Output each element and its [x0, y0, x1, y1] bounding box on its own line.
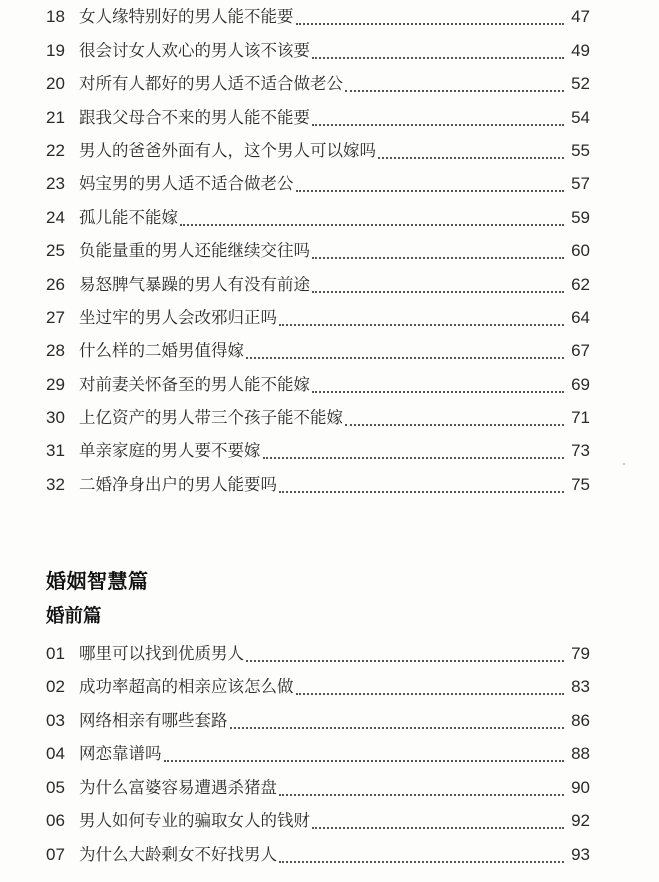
toc-entry-title: 哪里可以找到优质男人 — [79, 643, 244, 663]
toc-entry-page: 49 — [571, 40, 590, 60]
toc-entry-number: 06 — [46, 811, 65, 830]
dot-leader — [164, 737, 565, 770]
scan-speck — [623, 463, 625, 465]
dot-leader — [279, 301, 564, 334]
dot-leader — [312, 368, 564, 401]
toc-entry-page: 79 — [571, 643, 590, 663]
toc-entry — [46, 804, 590, 838]
toc-entry-title: 易怒脾气暴躁的男人有没有前途 — [79, 274, 310, 294]
dot-leader — [246, 637, 564, 670]
toc-entry-title: 妈宝男的男人适不适合做老公 — [79, 174, 294, 194]
toc-entry-page: 92 — [571, 811, 590, 830]
toc-entry-page: 88 — [571, 744, 590, 763]
dot-leader — [312, 804, 564, 837]
toc-entry — [46, 367, 590, 400]
toc-entry — [46, 301, 590, 334]
toc-entry-title: 跟我父母合不来的男人能不能要 — [79, 107, 310, 127]
toc-entry-page: 90 — [571, 777, 590, 797]
dot-leader — [230, 704, 565, 737]
dot-leader — [180, 201, 564, 234]
dot-leader — [296, 0, 565, 33]
toc-entry — [46, 0, 590, 33]
toc-entry-page: 64 — [571, 307, 590, 327]
toc-entry-number: 20 — [46, 74, 65, 94]
section-heading: 婚前篇 — [46, 606, 102, 627]
toc-entry-title: 男人如何专业的骗取女人的钱财 — [79, 811, 310, 830]
toc-entry-title: 二婚净身出户的男人能要吗 — [79, 474, 277, 494]
toc-entry-title: 为什么富婆容易遭遇杀猪盘 — [79, 777, 277, 797]
toc-entry-number: 26 — [46, 274, 65, 294]
toc-entry-number: 24 — [46, 207, 65, 227]
toc-entry-number: 32 — [46, 474, 65, 494]
toc-entry — [46, 737, 590, 771]
toc-entry-number: 28 — [46, 341, 65, 361]
toc-entry-title: 网恋靠谱吗 — [79, 744, 162, 763]
toc-entry-page: 60 — [571, 241, 590, 261]
toc-entry — [46, 670, 590, 704]
toc-entry — [46, 234, 590, 267]
toc-entry-title: 男人的爸爸外面有人，这个男人可以嫁吗 — [79, 140, 376, 160]
toc-entry — [46, 100, 590, 133]
toc-entry — [46, 334, 590, 367]
toc-entry-title: 成功率超高的相亲应该怎么做 — [79, 677, 294, 696]
toc-entry — [46, 770, 590, 804]
dot-leader — [345, 401, 564, 434]
toc-entry-number: 30 — [46, 408, 65, 428]
toc-entry — [46, 134, 590, 167]
toc-entry — [46, 837, 590, 871]
toc-entry-page: 57 — [571, 174, 590, 194]
toc-entry-page: 59 — [571, 207, 590, 227]
toc-entry-page: 67 — [571, 341, 590, 361]
dot-leader — [296, 167, 565, 200]
toc-entry — [46, 467, 590, 500]
toc-entry-page: 69 — [571, 374, 590, 394]
toc-entry — [46, 703, 590, 737]
toc-entry-page: 75 — [571, 474, 590, 494]
toc-entry-page: 86 — [571, 710, 590, 730]
toc-list-top — [46, 0, 590, 501]
toc-entry-page: 83 — [571, 677, 590, 696]
dot-leader — [246, 334, 564, 367]
toc-entry-page: 52 — [571, 74, 590, 94]
toc-entry-number: 02 — [46, 677, 65, 696]
toc-entry-number: 04 — [46, 744, 65, 763]
toc-entry-page: 71 — [571, 408, 590, 428]
toc-entry-title: 单亲家庭的男人要不要嫁 — [79, 441, 261, 461]
toc-list-bottom — [46, 636, 590, 871]
toc-entry — [46, 636, 590, 670]
toc-entry-title: 负能量重的男人还能继续交往吗 — [79, 241, 310, 261]
toc-entry-title: 网络相亲有哪些套路 — [79, 710, 228, 730]
toc-entry-title: 孤儿能不能嫁 — [79, 207, 178, 227]
toc-entry — [46, 401, 590, 434]
dot-leader — [312, 34, 564, 67]
dot-leader — [279, 771, 564, 804]
dot-leader — [279, 468, 564, 501]
toc-entry-title: 对前妻关怀备至的男人能不能嫁 — [79, 374, 310, 394]
toc-entry-number: 19 — [46, 40, 65, 60]
toc-entry-number: 29 — [46, 374, 65, 394]
toc-entry-page: 55 — [571, 140, 590, 160]
toc-entry-page: 93 — [571, 844, 590, 864]
toc-entry — [46, 434, 590, 467]
toc-entry-page: 54 — [571, 107, 590, 127]
toc-entry-number: 03 — [46, 710, 65, 730]
toc-entry-number: 07 — [46, 844, 65, 864]
toc-entry-title: 女人缘特别好的男人能不能要 — [79, 7, 294, 27]
toc-entry-number: 31 — [46, 441, 65, 461]
toc-entry-number: 22 — [46, 140, 65, 160]
toc-entry-title: 很会讨女人欢心的男人该不该要 — [79, 40, 310, 60]
dot-leader — [263, 434, 565, 467]
toc-entry — [46, 33, 590, 66]
toc-entry-number: 25 — [46, 241, 65, 261]
dot-leader — [296, 670, 565, 703]
toc-entry-page: 73 — [571, 441, 590, 461]
toc-entry — [46, 200, 590, 233]
toc-entry — [46, 267, 590, 300]
toc-entry-number: 27 — [46, 307, 65, 327]
toc-entry-number: 05 — [46, 777, 65, 797]
dot-leader — [312, 268, 564, 301]
toc-entry-number: 21 — [46, 107, 65, 127]
toc-entry-title: 对所有人都好的男人适不适合做老公 — [79, 74, 343, 94]
toc-entry — [46, 167, 590, 200]
toc-entry-page: 47 — [571, 7, 590, 27]
toc-entry-title: 坐过牢的男人会改邪归正吗 — [79, 307, 277, 327]
toc-entry-number: 01 — [46, 643, 65, 663]
toc-entry-title: 为什么大龄剩女不好找男人 — [79, 844, 277, 864]
toc-entry-number: 23 — [46, 174, 65, 194]
part-heading: 婚姻智慧篇 — [46, 569, 149, 593]
dot-leader — [279, 838, 564, 871]
dot-leader — [312, 234, 564, 267]
toc-entry-number: 18 — [46, 7, 65, 27]
toc-entry — [46, 67, 590, 100]
toc-entry-title: 上亿资产的男人带三个孩子能不能嫁 — [79, 408, 343, 428]
toc-entry-title: 什么样的二婚男值得嫁 — [79, 341, 244, 361]
toc-entry-page: 62 — [571, 274, 590, 294]
dot-leader — [312, 101, 564, 134]
dot-leader — [345, 67, 564, 100]
dot-leader — [378, 134, 564, 167]
